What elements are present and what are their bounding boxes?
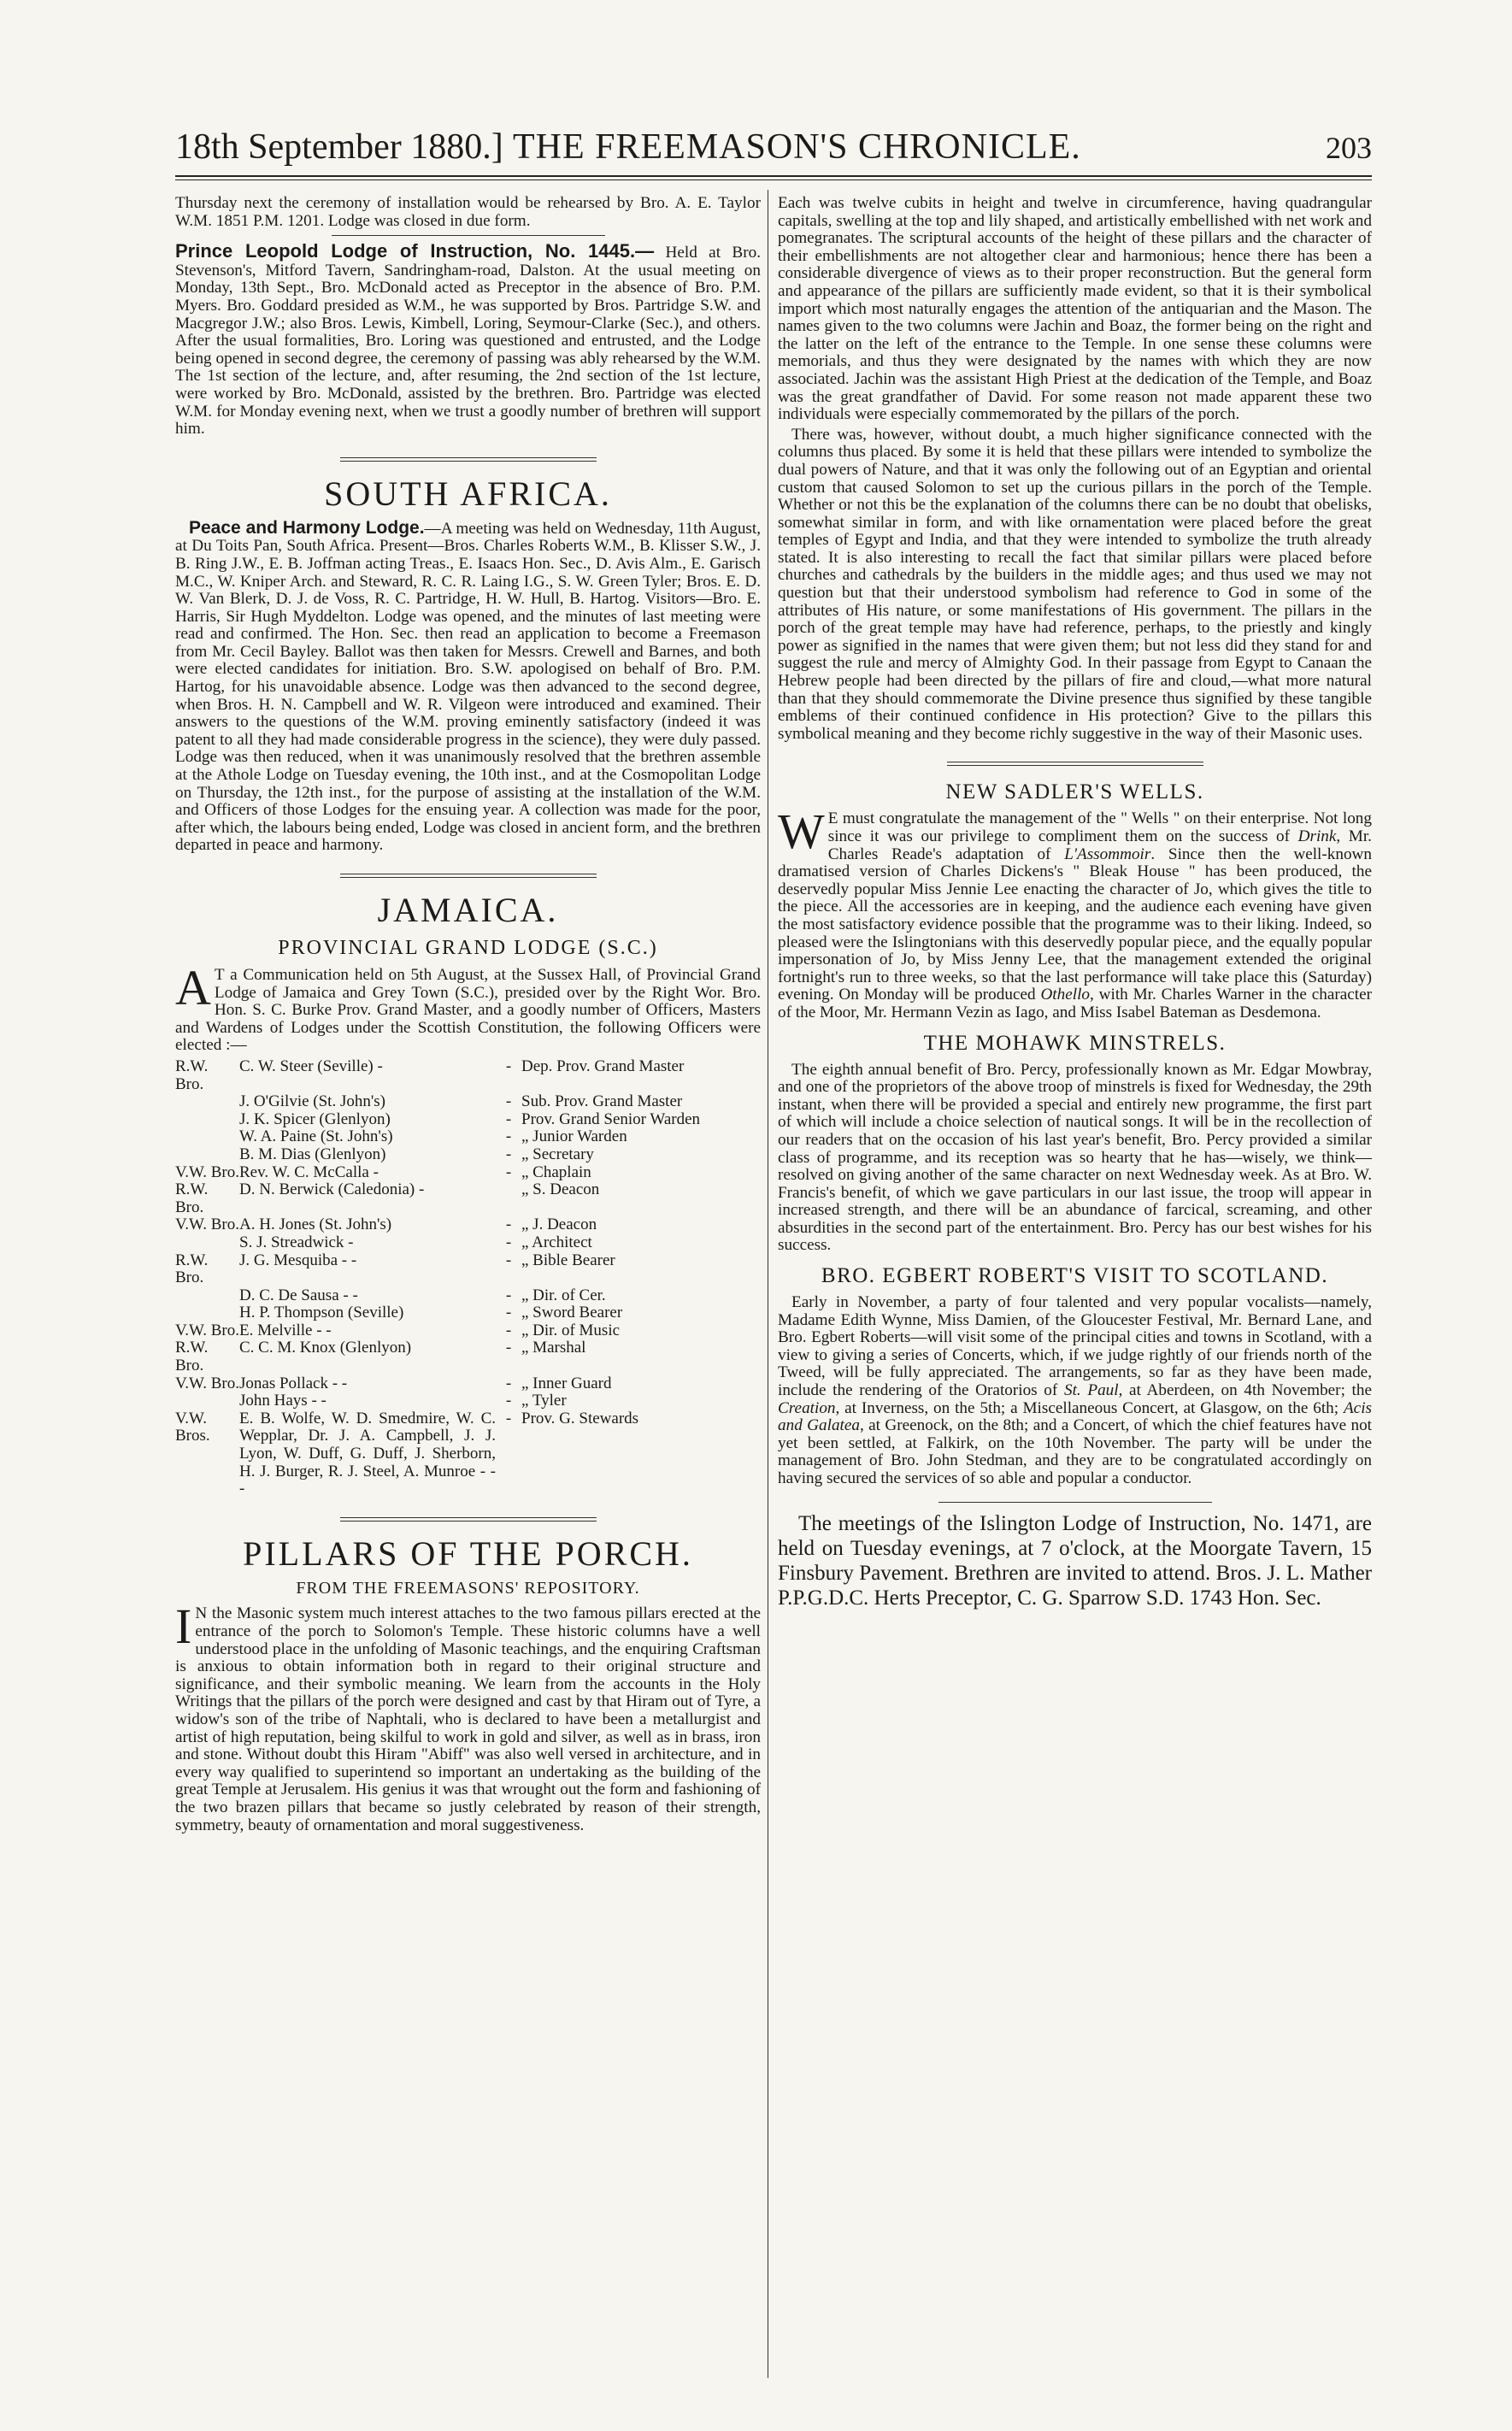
drop-cap: A xyxy=(175,960,211,1015)
play-title: L'Assommoir xyxy=(1064,845,1151,863)
officer-name: H. P. Thompson (Seville) xyxy=(239,1304,404,1322)
pillars-body: N the Masonic system much interest attaches to the two famous pillars erected at the entrance of the porch to Solomon's Temple. These historic columns have a well understood place in the unfolding of Masonic teachings, and the enquiring Craftsman is anxious to obtain information both in regard to their original structure and significance, and their symbolic meaning. We learn from the accounts in the Holy Writings that the pillars of the porch were designed and cast by that Hiram out of Tyre, a widow's son of the tribe of Naphtali, who is declared to have been a metallurgist and artist of high reputation, being skilful to work in gold and silver, as well as in brass, iron and stone. Without doubt this Hiram "Abiff" was also well versed in architecture, and in every way qualified to superintend so important an undertaking as the building of the great Temple at Jerusalem. His genius it was that wrought out the form and fashioning of the two brazen pillars that became so justly celebrated by reason of their strength, symmetry, beauty of ornamentation and moral suggestiveness. xyxy=(175,1604,761,1834)
officer-rank xyxy=(175,1287,239,1305)
officer-name: D. N. Berwick (Caledonia) - xyxy=(239,1180,425,1199)
officer-row xyxy=(175,1410,761,1498)
egbert-title: BRO. EGBERT ROBERT'S VISIT TO SCOTLAND. xyxy=(821,1264,1329,1288)
officer-name: Rev. W. C. McCalla - xyxy=(239,1163,379,1181)
officer-row xyxy=(175,1164,761,1182)
mohawk-title: THE MOHAWK MINSTRELS. xyxy=(923,1031,1227,1055)
officer-separator: - xyxy=(505,1127,512,1146)
mohawk-article: The eighth annual benefit of Bro. Percy, professionally known as Mr. Edgar Mowbray, and one of the proprietors of the above troop of minstrels is fixed for Wednesday, the 29th instant, when there will be provided a special and entirely new programme, the first part of which will include a choice selection of nautical songs. It will be in the recollection of our readers that on the occasion of his last year's benefit, Bro. Percy provided a similar class of programme, and its reception was so hearty that he has—wisely, we think—resolved on giving another of the same character on next Wednesday week. As at Bro. W. Francis's benefit, of which we gave particulars in our last issue, the troop will appear in increased strength, and there will be an abundance of farcical, screaming, and other absurdities in the second part of the entertainment. Bro. Percy has our best wishes for his success. xyxy=(778,1060,1372,1255)
officer-row xyxy=(175,1392,761,1410)
header-rule xyxy=(175,175,1372,177)
sadlers-wells-article xyxy=(778,803,1372,1021)
officer-rank xyxy=(175,1128,239,1146)
right-column xyxy=(778,195,1372,1613)
sadlers-text: E must congratulate the management of the " Wells " on their enterprise. Not long since it was our privilege to compliment them on the success of xyxy=(827,809,1372,845)
drop-cap: I xyxy=(175,1598,192,1655)
drop-cap: W xyxy=(778,803,825,860)
officer-row xyxy=(175,1111,761,1129)
officer-office: „ Tyler xyxy=(521,1392,567,1410)
officer-separator: - xyxy=(505,1092,512,1111)
officer-row xyxy=(175,1181,761,1216)
section-rule xyxy=(340,1517,597,1522)
pillars-title: PILLARS OF THE PORCH. xyxy=(243,1533,693,1573)
officer-office: „ Bible Bearer xyxy=(521,1251,615,1269)
page-header xyxy=(175,127,1372,178)
officer-office: „ Marshal xyxy=(521,1339,586,1357)
officer-row xyxy=(175,1058,761,1093)
officer-rank: R.W. Bro. xyxy=(175,1251,209,1287)
officer-row xyxy=(175,1322,761,1340)
officer-name: Jonas Pollack - - xyxy=(239,1374,348,1392)
officer-separator: - xyxy=(505,1145,512,1163)
officer-separator: - xyxy=(505,1409,512,1427)
officer-name: A. H. Jones (St. John's) xyxy=(239,1216,392,1234)
officer-name: S. J. Streadwick - xyxy=(239,1233,354,1251)
officer-separator: - xyxy=(505,1163,512,1181)
officer-row xyxy=(175,1252,761,1287)
officer-rank: V.W. Bro. xyxy=(175,1163,239,1181)
provincial-grand-lodge-subtitle: PROVINCIAL GRAND LODGE (S.C.) xyxy=(278,937,658,959)
officer-rank xyxy=(175,1392,239,1410)
egbert-article xyxy=(778,1294,1372,1488)
south-africa-title: SOUTH AFRICA. xyxy=(324,474,612,513)
egbert-text: , at Inverness, on the 5th; a Miscellaneous Concert, at Glasgow, on the 6th; xyxy=(835,1398,1344,1417)
pillars-continued-1: Each was twelve cubits in height and twelve in circumference, having quadrangular capitals, swelling at the top and lily shaped, and artistically embellished with net work and pomegranates. The scriptural accounts of the height of these pillars and the character of their embellishments are not altogether clear and harmonious; hence there has been a considerable divergence of views as to their proper reconstruction. But the general form and appearance of the pillars are sufficiently made evident, so that it is their symbolical import which most naturally engages the attention of the antiquarian and the Mason. The names given to the two columns were Jachin and Boaz, the former being on the right and the latter on the left of the entrance to the Temple. In one sense these columns were memorials, and thus they were designated by the names with which they are now associated. Jachin was the assistant High Priest at the dedication of the Temple, and Boaz was the great grandfather of David. For some reason not made apparent these two individuals were especially commemorated by the pillars of the porch. xyxy=(778,194,1372,424)
officer-rank xyxy=(175,1234,239,1252)
officer-separator: - xyxy=(505,1057,512,1075)
egbert-text: , at Aberdeen, on 4th November; the xyxy=(1118,1381,1372,1400)
officer-rank: R.W. Bro. xyxy=(175,1339,209,1375)
separator-rule xyxy=(332,235,605,236)
officer-separator: - xyxy=(505,1374,512,1392)
sadlers-text: . Since then the well-known dramatised version of Charles Dickens's " Bleak House " has been produced, the deservedly popular Miss Jennie Lee enacting the character of Jo, which gives the title to the piece. All the accessories are in keeping, and the audience each evening have given the most satisfactory evidence possible that the programme was to their liking. Indeed, so pleased were the Islingtonians with this deservedly popular piece, and the equally popular impersonation of Jo, by Miss Jenny Lee, that the management extended the original fortnight's run to three weeks, so that the last performance will take place this (Saturday) evening. On Monday will be produced xyxy=(778,845,1372,1004)
section-rule xyxy=(340,457,597,462)
officers-table xyxy=(175,1058,761,1498)
sadlers-text: , Mr. Charles Reade's adaptation of xyxy=(827,827,1372,863)
officer-office: „ Inner Guard xyxy=(521,1374,612,1392)
islington-text: The meetings of the Islington Lodge of Instruction, No. 1471, are held on Tuesday evenings, at 7 o'clock, at the Moorgate Tavern, 15 Finsbury Pavement. Brethren are invited to attend. Bros. J. L. Mather P.P.G.D.C. Herts Preceptor, C. G. Sparrow S.D. 1743 Hon. Sec. xyxy=(778,1511,1372,1610)
oratorio-title: St. Paul xyxy=(1063,1381,1119,1400)
officer-office: „ Architect xyxy=(521,1233,592,1251)
south-africa-article xyxy=(175,517,762,855)
officer-name: E. B. Wolfe, W. D. Smedmire, W. C. Wepplar, Dr. J. A. Campbell, J. J. Lyon, W. Duff, G. Duff, J. Sherborn, H. J. Burger, R. J. Steel, A. Munroe - - - xyxy=(239,1409,496,1498)
section-rule xyxy=(340,874,597,878)
officer-row xyxy=(175,1375,761,1393)
officer-rank: V.W. Bros. xyxy=(175,1409,210,1445)
intro-paragraph: Thursday next the ceremony of installation would be rehearsed by Bro. A. E. Taylor W.M. 1851 P.M. 1201. Lodge was closed in due form. xyxy=(175,194,761,230)
officer-row xyxy=(175,1216,761,1234)
officer-rank: V.W. Bro. xyxy=(175,1374,239,1392)
officer-name: John Hays - - xyxy=(239,1392,327,1410)
officer-row xyxy=(175,1339,761,1374)
oratorio-title: Creation xyxy=(778,1398,836,1417)
officer-office: „ Dir. of Cer. xyxy=(521,1286,606,1304)
officer-separator: - xyxy=(505,1110,512,1128)
page-number: 203 xyxy=(1326,131,1372,165)
officer-name: J. G. Mesquiba - - xyxy=(239,1251,357,1269)
officer-name: E. Melville - - xyxy=(239,1321,332,1339)
issue-date: 18th September 1880.] xyxy=(175,127,503,167)
newspaper-title: THE FREEMASON'S CHRONICLE. xyxy=(513,127,1081,167)
officer-rank xyxy=(175,1093,239,1111)
officer-rank xyxy=(175,1304,239,1322)
pillars-source: FROM THE FREEMASONS' REPOSITORY. xyxy=(296,1578,640,1598)
officer-office: „ Secretary xyxy=(521,1145,594,1163)
pillars-continued-2: There was, however, without doubt, a much higher significance connected with the columns thus placed. By some it is held that these pillars were intended to symbolize the dual powers of Nature, and that it was only the following out of an Egyptian and oriental custom that caused Solomon to set up the curious pillars in the porch of the Temple. Whether or not this be the explanation of the columns there can be no doubt that obelisks, somewhat similar in form, and with like ornamentation were placed before the great temples of Egypt and India, and that they were intended to symbolize the truth already stated. It is also interesting to recall the fact that similar pillars were placed before churches and cathedrals by the builders in the middle ages; and thus used we may not question but that their understood symbolism had reference to God in some of the attributes of His nature, or some manifestations of His government. The pillars in the porch of the great temple may have had reference, perhaps, to the priestly and kingly power as signified in the names that were given them; but not less did they stand for and suggest the rule and mercy of Almighty God. In their passage from Egypt to Canaan the Hebrew people had been directed by the pillars of fire and cloud,—what more natural than that they should commemorate the Divine presence thus signified by these tangible emblems of their continued confidence in His protection? Give to the pillars this symbolical meaning and they become richly suggestive in the way of their Masonic uses. xyxy=(778,425,1372,743)
jamaica-body: T a Communication held on 5th August, at the Sussex Hall, of Provincial Grand Lodge of Jamaica and Grey Town (S.C.), presided over by the Right Wor. Bro. Hon. S. C. Burke Prov. Grand Master, and a goodly number of Officers, Masters and Wardens of Lodges under the Scottish Constitution, the following Officers were elected :— xyxy=(175,966,761,1055)
oratorio-title: Acis and Galatea xyxy=(778,1398,1372,1435)
officer-rank: V.W. Bro. xyxy=(175,1216,239,1234)
officer-row xyxy=(175,1304,761,1322)
sadlers-text: , with Mr. Charles Warner in the character of the Moor, Mr. Hermann Vezin as Iago, and Miss Isabel Bateman as Desdemona. xyxy=(778,986,1372,1021)
officer-row xyxy=(175,1146,761,1164)
officer-separator: - xyxy=(505,1216,512,1234)
officer-separator: - xyxy=(505,1339,512,1357)
officer-row xyxy=(175,1234,761,1252)
officer-office: „ Chaplain xyxy=(521,1163,591,1181)
officer-separator: - xyxy=(505,1321,512,1339)
officer-separator: - xyxy=(505,1304,512,1322)
officer-rank xyxy=(175,1111,239,1129)
officer-separator: - xyxy=(505,1233,512,1251)
officer-office: „ Junior Warden xyxy=(521,1127,627,1146)
officer-row xyxy=(175,1287,761,1305)
prince-leopold-heading: Prince Leopold Lodge of Instruction, No. 1445.— xyxy=(175,240,655,262)
officer-row xyxy=(175,1128,761,1146)
peace-harmony-heading: Peace and Harmony Lodge. xyxy=(189,517,425,538)
jamaica-title: JAMAICA. xyxy=(377,891,559,929)
islington-notice xyxy=(778,1511,1372,1610)
separator-rule xyxy=(938,1502,1212,1503)
south-africa-body: —A meeting was held on Wednesday, 11th August, at Du Toits Pan, South Africa. Present—Bros. Charles Roberts W.M., B. Klisser S.W., J. B. Ring J.W., E. B. Joffman acting Treas., E. Isaacs Hon. Sec., D. Avis Alm., E. Garisch M.C., W. Kniper Arch. and Steward, R. C. R. Laing I.G., S. W. Green Tyler; Bros. E. D. W. Van Blerk, D. J. de Voss, R. C. Partridge, H. W. Hull, B. Hartog. Visitors—Bro. E. Harris, Sir Hugh Myddelton. Lodge was opened, and the minutes of last meeting were read and confirmed. The Hon. Sec. then read an application to become a Freemason from Mr. Cecil Bayley. Ballot was then taken for Messrs. Crewell and Barnes, and both were elected candidates for initiation. Bro. S.W. apologised on behalf of Bro. P.M. Hartog, for his unavoidable absence. Lodge was then advanced to the second degree, when Bros. H. N. Campbell and W. R. Vilgeon were introduced and examined. Their answers to the questions of the W.M. proving eminently satisfactory (indeed it was patent to all they had made considerable progress in the science), they were duly passed. Lodge was then reduced, when it was unanimously resolved that the brethren assemble at the Athole Lodge on Tuesday evening, the 10th inst., and at the Cosmopolitan Lodge on Thursday, the 12th inst., for the purpose of assisting at the installation of the W.M. and Officers of those Lodges for the ensuing year. A collection was made for the poor, after which, the labours being ended, Lodge was closed in ancient form, and the brethren departed in peace and harmony. xyxy=(175,519,762,855)
officer-office: Sub. Prov. Grand Master xyxy=(521,1092,683,1111)
officer-separator: - xyxy=(505,1392,512,1410)
officer-office: Dep. Prov. Grand Master xyxy=(521,1057,685,1075)
officer-rank: R.W. Bro. xyxy=(175,1057,209,1093)
officer-office: „ Dir. of Music xyxy=(521,1321,621,1339)
prince-leopold-article xyxy=(175,240,761,439)
officer-name: J. O'Gilvie (St. John's) xyxy=(239,1092,385,1111)
officer-rank xyxy=(175,1146,239,1164)
play-title: Drink xyxy=(1297,827,1337,845)
officer-name: J. K. Spicer (Glenlyon) xyxy=(239,1110,391,1128)
officer-separator xyxy=(496,1181,521,1216)
officer-separator: - xyxy=(505,1251,512,1269)
officer-office: Prov. G. Stewards xyxy=(521,1409,639,1427)
jamaica-intro xyxy=(175,960,761,1055)
egbert-text: Early in November, a party of four talented and very popular vocalists—namely, Madame Edith Wynne, Miss Damien, of the Gloucester Festival, Mr. Bernard Lane, and Bro. Egbert Roberts—will visit some of the principal cities and towns in Scotland, with a view to giving a series of Concerts, which, if we judge rightly of our friends north of the Tweed, will be fully appreciated. The arrangements, so far as they have been made, include the rendering of the Oratorios of xyxy=(778,1293,1372,1400)
officer-office: „ J. Deacon xyxy=(521,1216,597,1234)
left-column xyxy=(175,195,761,1837)
officer-name: C. C. M. Knox (Glenlyon) xyxy=(239,1339,412,1357)
officer-name: D. C. De Sausa - - xyxy=(239,1286,358,1304)
pillars-article xyxy=(175,1598,761,1834)
egbert-text: , at Greenock, on the 8th; and a Concert, of which the chief features have not yet been settled, at Falkirk, on the 10th November. The party will be under the management of Bro. John Stedman, and they are to be congratulated accordingly on having secured the services of so able and popular a conductor. xyxy=(778,1416,1372,1487)
play-title: Othello xyxy=(1040,986,1090,1004)
officer-name: W. A. Paine (St. John's) xyxy=(239,1127,393,1146)
sadlers-wells-title: NEW SADLER'S WELLS. xyxy=(945,780,1204,804)
officer-row xyxy=(175,1093,761,1111)
section-rule xyxy=(947,762,1203,766)
officer-rank: R.W. Bro. xyxy=(175,1180,209,1216)
officer-name: C. W. Steer (Seville) - xyxy=(239,1057,383,1075)
officer-office: „ S. Deacon xyxy=(521,1180,600,1199)
officer-separator: - xyxy=(505,1286,512,1304)
officer-office: Prov. Grand Senior Warden xyxy=(521,1110,701,1128)
prince-leopold-body: Held at Bro. Stevenson's, Mitford Tavern, Sandringham-road, Dalston. At the usual meeting on Monday, 13th Sept., Bro. McDonald acted as Preceptor in the absence of Bro. P.M. Myers. Bro. Goddard presided as W.M., he was supported by Bros. Partridge S.W. and Macgregor J.W.; also Bros. Lewis, Kimbell, Loring, Seymour-Clarke (Sec.), and others. After the usual formalities, Bro. Loring was questioned and entrusted, and the Lodge being opened in second degree, the ceremony of passing was ably rehearsed by the W.M. The 1st section of the lecture, and, after resuming, the 2nd section of the 1st lecture, were worked by Bro. McDonald, assisted by the brethren. Bro. Partridge was elected W.M. for Monday evening next, when we trust a goodly number of brethren will support him. xyxy=(175,244,761,439)
officer-rank: V.W. Bro. xyxy=(175,1321,239,1339)
officer-name: B. M. Dias (Glenlyon) xyxy=(239,1145,386,1163)
officer-office: „ Sword Bearer xyxy=(521,1304,623,1322)
